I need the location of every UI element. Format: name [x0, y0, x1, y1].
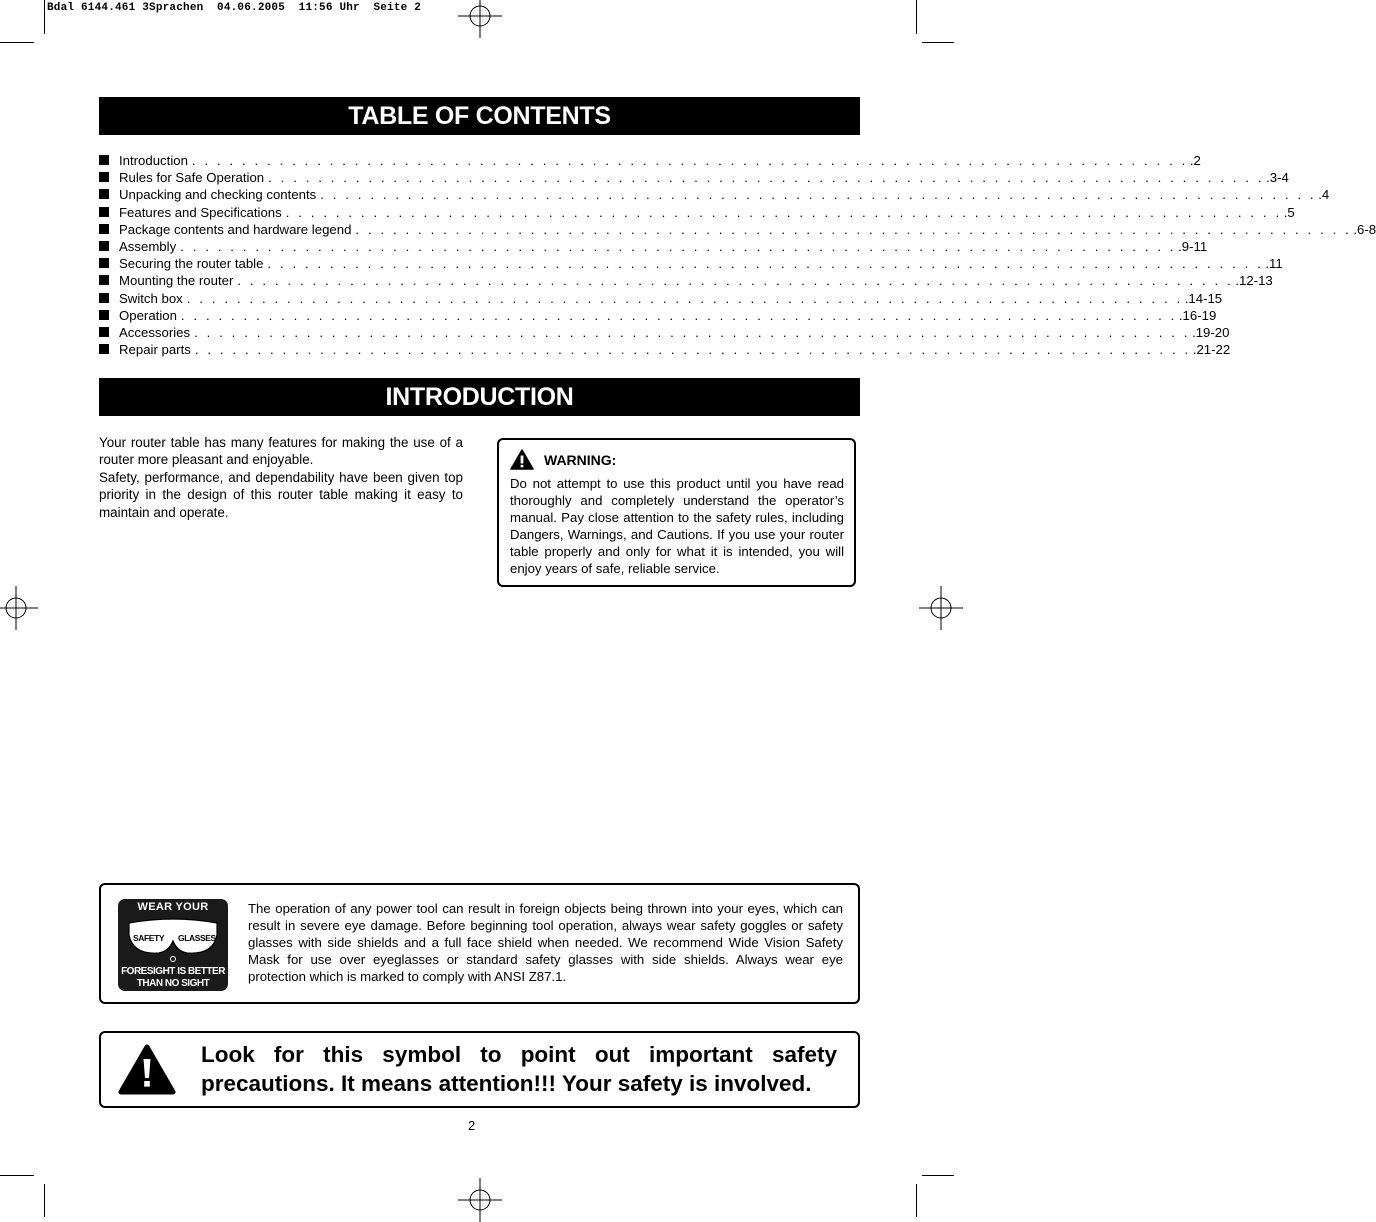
- toc-list: [99, 152, 1376, 358]
- toc-heading: TABLE OF CONTENTS: [99, 97, 860, 135]
- square-bullet-icon: [99, 189, 109, 199]
- introduction-paragraph: Safety, performance, and dependability have been given top priority in the design of this router table making it easy to maintain and operate.: [99, 469, 463, 520]
- badge-bottom-line: FORESIGHT IS BETTER: [121, 966, 225, 977]
- registration-mark-icon: [458, 1178, 502, 1222]
- safety-alert-triangle-icon: [118, 1044, 176, 1096]
- square-bullet-icon: [99, 224, 109, 234]
- toc-entry-page: .3-4: [1266, 170, 1289, 186]
- warning-triangle-icon: [510, 449, 534, 470]
- warning-label: WARNING:: [544, 451, 617, 468]
- toc-entry[interactable]: [99, 186, 1330, 203]
- toc-entry-page: .9-11: [1178, 238, 1208, 254]
- toc-leader-dots: . . . . . . . . . . . . . . . . . . . . . . . . . . . . . . . . . . . . . . . . . . . . . . . . . . . . . . . . . . . . . . . . . . . . . . . . . . . . . . . .: [285, 204, 1282, 220]
- registration-mark-icon: [458, 0, 502, 38]
- badge-right-text: GLASSES: [178, 933, 216, 943]
- badge-bottom-text: [118, 966, 228, 990]
- square-bullet-icon: [99, 207, 109, 217]
- introduction-heading: INTRODUCTION: [99, 378, 860, 416]
- square-bullet-icon: [99, 241, 109, 251]
- square-bullet-icon: [99, 258, 109, 268]
- square-bullet-icon: [99, 172, 109, 182]
- toc-entry-page: .16-19: [1178, 307, 1217, 323]
- toc-entry[interactable]: [99, 324, 1230, 341]
- crop-mark: [0, 42, 34, 43]
- toc-entry[interactable]: [99, 272, 1273, 289]
- toc-entry-title: Accessories: [119, 324, 191, 340]
- toc-entry-page: .5: [1283, 204, 1295, 220]
- toc-entry[interactable]: [99, 169, 1289, 186]
- toc-entry-title: Unpacking and checking contents: [119, 187, 317, 203]
- introduction-paragraph: Your router table has many features for making the use of a router more pleasant and enjoyable.: [99, 435, 463, 468]
- toc-entry-title: Introduction: [119, 153, 188, 168]
- crop-mark: [922, 1175, 954, 1176]
- crop-mark: [916, 0, 917, 34]
- toc-entry[interactable]: [99, 341, 1231, 358]
- toc-entry[interactable]: [99, 255, 1283, 272]
- toc-leader-dots: . . . . . . . . . . . . . . . . . . . . . . . . . . . . . . . . . . . . . . . . . . . . . . . . . . . . . . . . . . . . . . . . . . . . . . . . . . . . . . . .: [268, 170, 1265, 186]
- toc-leader-dots: . . . . . . . . . . . . . . . . . . . . . . . . . . . . . . . . . . . . . . . . . . . . . . . . . . . . . . . . . . . . . . . . . . . . . . . . . . . . . . . .: [180, 307, 1177, 323]
- registration-mark-icon: [919, 586, 963, 630]
- toc-entry[interactable]: [99, 238, 1208, 255]
- toc-leader-dots: . . . . . . . . . . . . . . . . . . . . . . . . . . . . . . . . . . . . . . . . . . . . . . . . . . . . . . . . . . . . . . . . . . . . . . . . . . . . . . . .: [186, 290, 1183, 306]
- warning-body: Do not attempt to use this product until you have read thoroughly and completely understand the operator’s manual. Pay close attention to the safety rules, including Dangers, Warnings, and Cautions. If you use your router table properly and only for what it is intended, you will enjoy years of safe, reliable service.: [510, 476, 844, 576]
- toc-entry-title: Operation: [119, 307, 177, 323]
- toc-entry-page: .2: [1189, 153, 1201, 168]
- safety-symbol-text: Look for this symbol to point out important safety precautions. It means attention!!! Your safety is involved.: [201, 1042, 837, 1096]
- safety-glasses-box: [99, 883, 860, 1004]
- toc-entry-title: Securing the router table: [119, 256, 264, 272]
- introduction-text: [99, 434, 463, 521]
- toc-entry-title: Rules for Safe Operation: [119, 170, 265, 186]
- crop-mark: [0, 1175, 34, 1176]
- wear-safety-glasses-badge: [118, 899, 228, 991]
- toc-entry-page: .21-22: [1192, 342, 1231, 358]
- crop-mark: [44, 0, 45, 34]
- toc-leader-dots: . . . . . . . . . . . . . . . . . . . . . . . . . . . . . . . . . . . . . . . . . . . . . . . . . . . . . . . . . . . . . . . . . . . . . . . . . . . . . . . .: [320, 187, 1317, 203]
- toc-entry-page: .19-20: [1192, 324, 1230, 340]
- toc-entry-page: .4: [1318, 187, 1330, 203]
- toc-entry[interactable]: [99, 290, 1223, 307]
- toc-leader-dots: . . . . . . . . . . . . . . . . . . . . . . . . . . . . . . . . . . . . . . . . . . . . . . . . . . . . . . . . . . . . . . . . . . . . . . . . . . . . . . . .: [267, 256, 1264, 272]
- toc-entry-page: .12-13: [1235, 273, 1273, 289]
- toc-entry-title: Package contents and hardware legend: [119, 221, 352, 237]
- safety-symbol-notice: [99, 1031, 860, 1108]
- toc-leader-dots: . . . . . . . . . . . . . . . . . . . . . . . . . . . . . . . . . . . . . . . . . . . . . . . . . . . . . . . . . . . . . . . . . . . . . . . . . . . . . . . .: [194, 324, 1191, 340]
- toc-leader-dots: . . . . . . . . . . . . . . . . . . . . . . . . . . . . . . . . . . . . . . . . . . . . . . . . . . . . . . . . . . . . . . . . . . . . . . . . . . . . . . . .: [180, 238, 1177, 254]
- square-bullet-icon: [99, 293, 109, 303]
- crop-mark: [916, 1184, 917, 1217]
- square-bullet-icon: [99, 155, 109, 165]
- page-number: 2: [468, 1118, 476, 1133]
- crop-mark: [44, 1184, 45, 1217]
- toc-entry[interactable]: [99, 152, 1201, 169]
- toc-entry-title: Repair parts: [119, 342, 191, 358]
- square-bullet-icon: [99, 310, 109, 320]
- square-bullet-icon: [99, 327, 109, 337]
- crop-mark: [922, 42, 954, 43]
- toc-leader-dots: . . . . . . . . . . . . . . . . . . . . . . . . . . . . . . . . . . . . . . . . . . . . . . . . . . . . . . . . . . . . . . . . . . . . . . . . . . . . . . . .: [191, 153, 1188, 168]
- toc-entry-title: Assembly: [119, 238, 177, 254]
- square-bullet-icon: [99, 344, 109, 354]
- square-bullet-icon: [99, 275, 109, 285]
- toc-leader-dots: . . . . . . . . . . . . . . . . . . . . . . . . . . . . . . . . . . . . . . . . . . . . . . . . . . . . . . . . . . . . . . . . . . . . . . . . . . . . . . . .: [355, 221, 1352, 237]
- toc-entry[interactable]: [99, 221, 1376, 238]
- toc-entry-title: Features and Specifications: [119, 204, 282, 220]
- warning-box: [497, 438, 856, 587]
- warning-header: [510, 449, 844, 470]
- toc-leader-dots: . . . . . . . . . . . . . . . . . . . . . . . . . . . . . . . . . . . . . . . . . . . . . . . . . . . . . . . . . . . . . . . . . . . . . . . . . . . . . . . .: [194, 342, 1191, 358]
- toc-entry[interactable]: [99, 204, 1295, 221]
- badge-bottom-line: THAN NO SIGHT: [136, 978, 210, 989]
- toc-entry-title: Switch box: [119, 290, 183, 306]
- safety-glasses-text: The operation of any power tool can result in foreign objects being thrown into your eyes, which can result in severe eye damage. Before beginning tool operation, always wear safety goggles or safety glasses with side shields and a full face shield when needed. We recommend Wide Vision Safety Mask for use over eyeglasses or standard safety glasses with side shields. Always wear eye protection which is marked to comply with ANSI Z87.1.: [248, 901, 843, 984]
- registration-mark-icon: [0, 586, 38, 630]
- toc-entry-page: .11: [1265, 256, 1283, 272]
- toc-entry[interactable]: [99, 307, 1217, 324]
- toc-leader-dots: . . . . . . . . . . . . . . . . . . . . . . . . . . . . . . . . . . . . . . . . . . . . . . . . . . . . . . . . . . . . . . . . . . . . . . . . . . . . . . . .: [237, 273, 1234, 289]
- toc-entry-page: .6-8: [1353, 221, 1376, 237]
- badge-left-text: SAFETY: [133, 933, 165, 943]
- toc-entry-page: .14-15: [1184, 290, 1223, 306]
- printer-slug: Bdal 6144.461 3Sprachen 04.06.2005 11:56 Uhr Seite 2: [47, 2, 422, 14]
- badge-top-text: WEAR YOUR: [137, 901, 209, 913]
- toc-entry-title: Mounting the router: [119, 273, 234, 289]
